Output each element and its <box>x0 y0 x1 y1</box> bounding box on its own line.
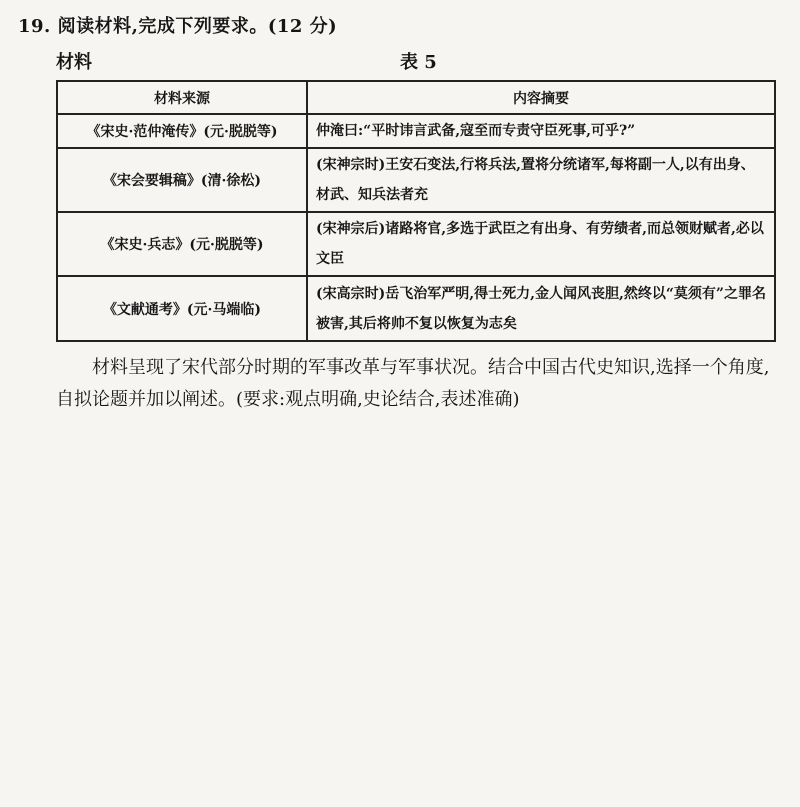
table-title: 表 5 <box>400 52 437 73</box>
table-row <box>57 212 775 276</box>
summary-cell: (宋神宗时)王安石变法,行将兵法,置将分统诸军,每将副一人,以有出身、材武、知兵法者充 <box>307 148 775 212</box>
summary-cell: (宋高宗时)岳飞治军严明,得士死力,金人闻风丧胆,然终以“莫须有”之罪名被害,其后将帅不复以恢复为志矣 <box>307 276 775 341</box>
table-row <box>57 114 775 147</box>
source-cell: 《文献通考》(元·马端临) <box>57 276 307 341</box>
header-summary: 内容摘要 <box>307 81 775 114</box>
header-source: 材料来源 <box>57 81 307 114</box>
source-cell: 《宋史·范仲淹传》(元·脱脱等) <box>57 114 307 147</box>
question-title: 19. 阅读材料,完成下列要求。(12 分) <box>18 16 338 37</box>
question-prompt: 材料呈现了宋代部分时期的军事改革与军事状况。结合中国古代史知识,选择一个角度,自拟论题并加以阐述。(要求:观点明确,史论结合,表述准确) <box>56 357 770 410</box>
table-header-row <box>57 81 775 114</box>
source-cell: 《宋史·兵志》(元·脱脱等) <box>57 212 307 276</box>
summary-cell: 仲淹曰:“平时讳言武备,寇至而专责守臣死事,可乎?” <box>307 114 775 147</box>
material-label: 材料 <box>56 52 92 73</box>
source-cell: 《宋会要辑稿》(清·徐松) <box>57 148 307 212</box>
table-row <box>57 148 775 212</box>
summary-cell: (宋神宗后)诸路将官,多选于武臣之有出身、有劳绩者,而总领财赋者,必以文臣 <box>307 212 775 276</box>
source-table <box>56 80 776 342</box>
table-row <box>57 276 775 341</box>
